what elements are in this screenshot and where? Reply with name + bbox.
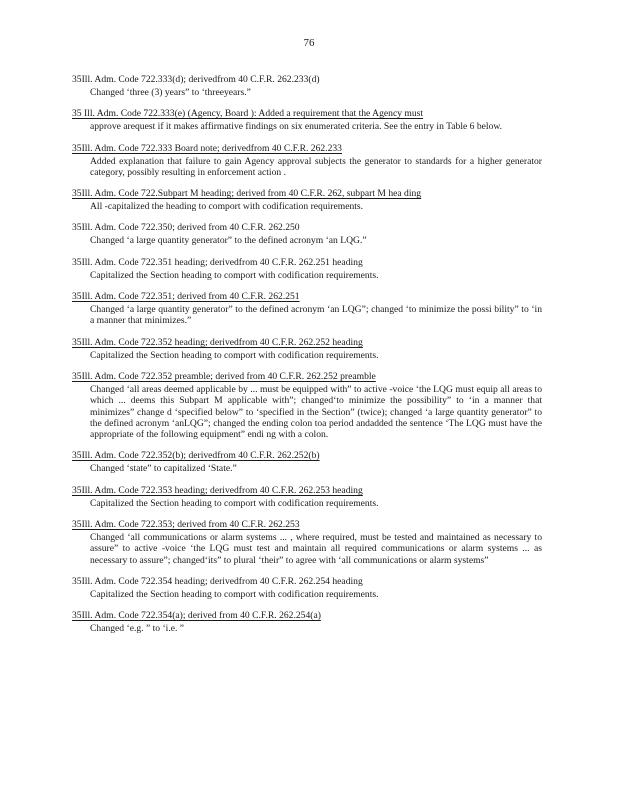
entry-description: Capitalized the Section heading to comport with codification requirements. xyxy=(90,349,379,361)
entry xyxy=(72,480,542,509)
entry-heading: 35Ill. Adm. Code 722.353 heading; derivedfrom 40 C.F.R. 262.253 heading xyxy=(72,484,363,496)
entry-description: Capitalized the Section heading to comport with codification requirements. xyxy=(90,497,379,509)
entry-heading: 35Ill. Adm. Code 722.353; derived from 40 C.F.R. 262.253 xyxy=(72,519,300,531)
entry-heading: 35Ill. Adm. Code 722.333 Board note; derivedfrom 40 C.F.R. 262.233 xyxy=(72,142,342,154)
entry-heading: 35 Ill. Adm. Code 722.333(e) (Agency, Board ): Added a requirement that the Agency must xyxy=(72,108,424,120)
entry-heading: 35Ill. Adm. Code 722.352 preamble; derived from 40 C.F.R. 262.252 preamble xyxy=(72,370,376,382)
entry xyxy=(72,332,542,361)
entry-description: approve arequest if it makes affirmative findings on six enumerated criteria. See the entry in Table 6 below. xyxy=(90,121,503,133)
entry xyxy=(72,217,542,246)
entry-description: Changed ‘all areas deemed applicable by ... must be equipped with” to active -voice ‘the LQG must equip all areas to which ... deems this Subpart M applicable with”; changed‘to minimize the possibility” to ‘in a manner that minimizes” change d ‘specified below” to ‘specified in the Section” (twice); changed ‘a large quantity generator” to the defined acronym ‘anLQG”; changed the ending colon toa period andadded the sentence ‘The LQG must have the appropriate of the following equipment” endi ng with a colon. xyxy=(90,383,542,441)
entry-heading: 35Ill. Adm. Code 722.351; derived from 40 C.F.R. 262.251 xyxy=(72,291,300,303)
entry xyxy=(72,138,542,179)
entry-description: Changed ‘state” to capitalized ‘State.” xyxy=(90,463,237,475)
entry-description: Added explanation that failure to gain Agency approval subjects the generator to standards for a higher generator category, possibly resulting in enforcement action . xyxy=(90,155,542,178)
entry-description: All -capitalized the heading to comport with codification requirements. xyxy=(90,201,364,213)
entry xyxy=(72,571,542,600)
entry xyxy=(72,103,542,132)
entry xyxy=(72,366,542,440)
entry-description: Capitalized the Section heading to comport with codification requirements. xyxy=(90,269,379,281)
entry xyxy=(72,445,542,474)
entry-heading: 35Ill. Adm. Code 722.352 heading; derivedfrom 40 C.F.R. 262.252 heading xyxy=(72,336,363,348)
entry-heading: 35Ill. Adm. Code 722.352(b); derivedfrom 40 C.F.R. 262.252(b) xyxy=(72,450,320,462)
entry-description: Capitalized the Section heading to comport with codification requirements. xyxy=(90,588,379,600)
entry xyxy=(72,605,542,634)
page-number: 76 xyxy=(303,37,315,49)
entry-heading: 35Ill. Adm. Code 722.354(a); derived from 40 C.F.R. 262.254(a) xyxy=(72,610,321,622)
entry xyxy=(72,183,542,212)
entry xyxy=(72,286,542,327)
entry-description: Changed ‘all communications or alarm systems ... , where required, must be tested and maintained as necessary to assure” to active -voice ‘the LQG must test and maintain all required communications or alarm systems ... as necessary to assure”; changed‘its” to plural ‘their” to agree with ‘all communications or alarm systems” xyxy=(90,532,542,566)
entry-description: Changed ‘a large quantity generator” to the defined acronym ‘an LQG”; changed ‘to minimize the possi bility” to ‘in a manner that minimizes.” xyxy=(90,304,542,327)
entry xyxy=(72,514,542,566)
entry-description: Changed ‘three (3) years” to ‘threeyears.” xyxy=(90,87,251,98)
entries-list xyxy=(72,69,542,640)
entry-heading: 35Ill. Adm. Code 722.351 heading; derivedfrom 40 C.F.R. 262.251 heading xyxy=(72,256,363,268)
entry xyxy=(72,252,542,281)
entry-heading: 35Ill. Adm. Code 722.354 heading; derivedfrom 40 C.F.R. 262.254 heading xyxy=(72,575,363,587)
entry-heading: 35Ill. Adm. Code 722.Subpart M heading; derived from 40 C.F.R. 262, subpart M hea ding xyxy=(72,188,422,200)
entry-description: Changed ‘a large quantity generator” to the defined acronym ‘an LQG.” xyxy=(90,235,367,247)
entry-description: Changed ‘e.g. ” to ‘i.e. ” xyxy=(90,623,185,635)
entry xyxy=(72,69,542,98)
entry-heading: 35Ill. Adm. Code 722.350; derived from 40 C.F.R. 262.250 xyxy=(72,222,300,234)
entry-heading: 35Ill. Adm. Code 722.333(d); derivedfrom 40 C.F.R. 262.233(d) xyxy=(72,74,320,85)
